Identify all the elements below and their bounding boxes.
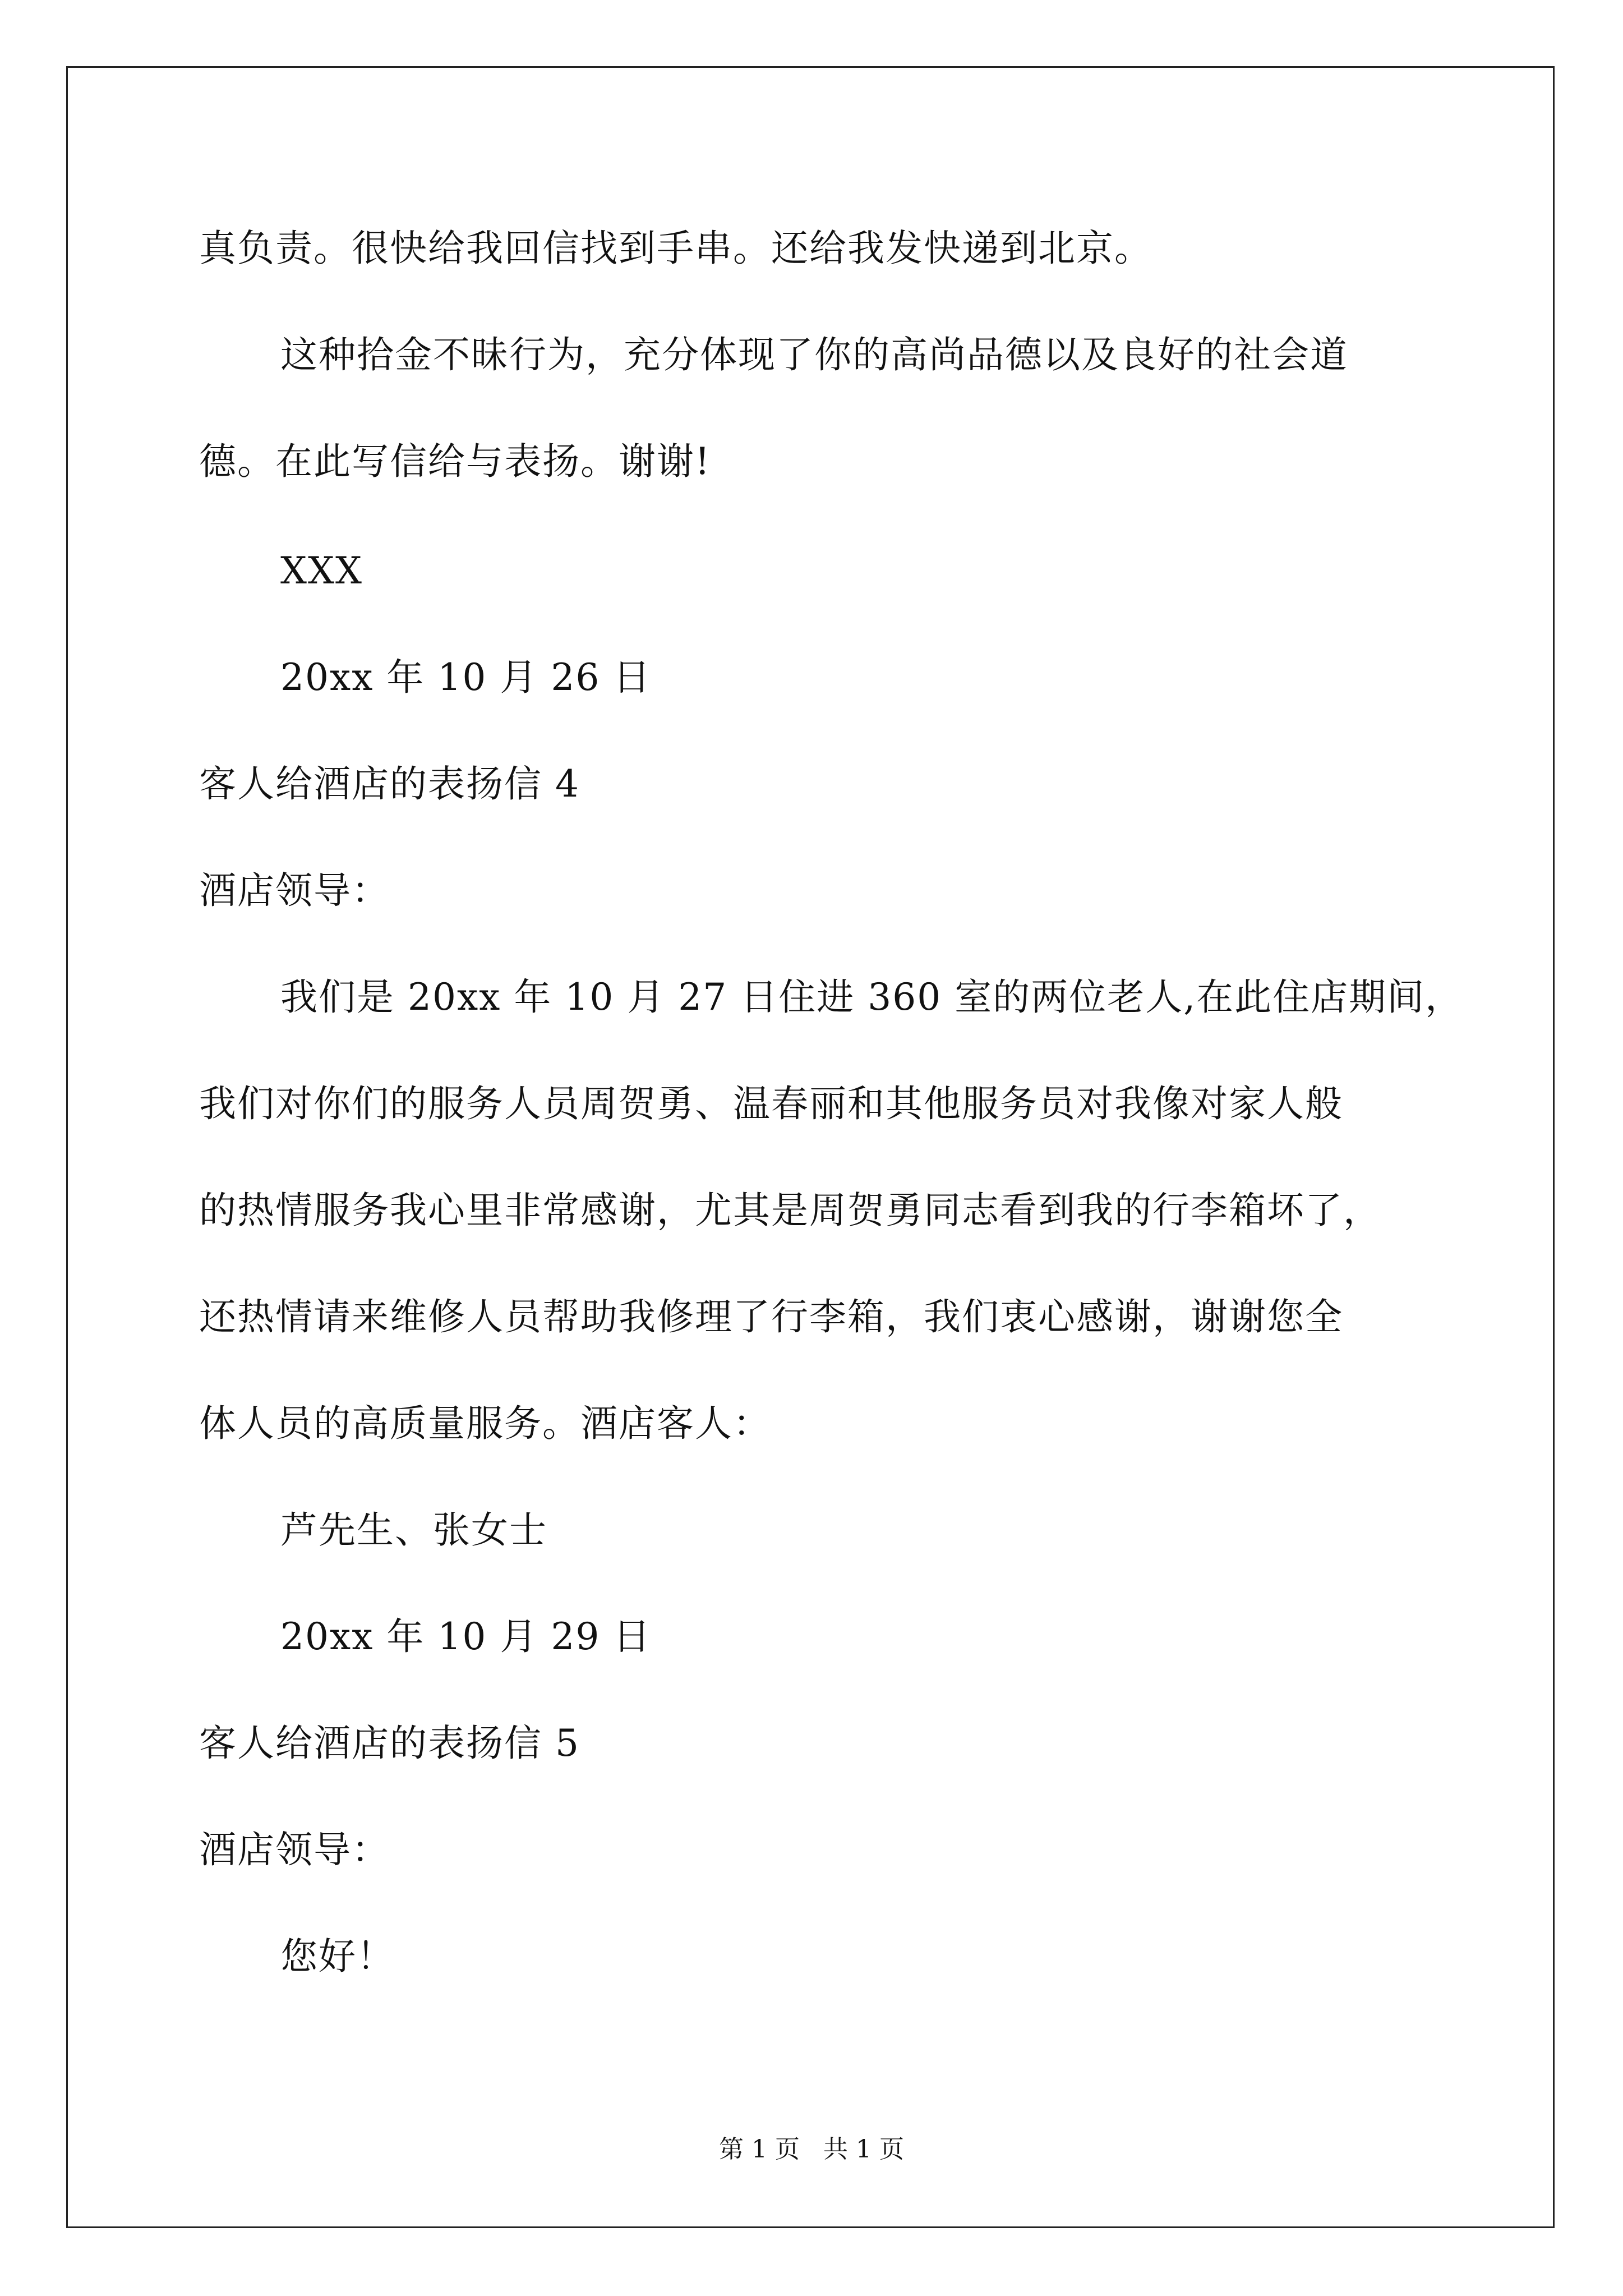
text-line-10: 的热情服务我心里非常感谢，尤其是周贺勇同志看到我的行李箱坏了， (199, 1189, 1381, 1232)
text-line-8: 我们是 20xx 年 10 月 27 日住进 360 室的两位老人,在此住店期间， (280, 976, 1464, 1019)
signature-xxx: XXX (280, 549, 363, 592)
text-line-9: 我们对你们的服务人员周贺勇、温春丽和其他服务员对我像对家人般 (199, 1082, 1343, 1125)
text-line-11: 还热情请来维修人员帮助我修理了行李箱，我们衷心感谢，谢谢您全 (199, 1295, 1343, 1338)
salutation-4: 酒店领导： (199, 869, 390, 912)
page-footer: 第 1 页 共 1 页 (719, 2135, 904, 2164)
text-line-3: 德。在此写信给与表扬。谢谢! (199, 440, 711, 483)
letter-heading-5: 客人给酒店的表扬信 5 (199, 1722, 580, 1765)
page-border (66, 66, 1555, 2228)
greeting: 您好！ (280, 1935, 395, 1978)
signature-names: 芦先生、张女士 (280, 1508, 547, 1552)
text-line-12: 体人员的高质量服务。酒店客人： (199, 1402, 771, 1445)
salutation-5: 酒店领导： (199, 1828, 390, 1871)
date-line-2: 20xx 年 10 月 29 日 (280, 1615, 652, 1658)
text-line-1: 真负责。很快给我回信找到手串。还给我发快递到北京。 (199, 227, 1152, 270)
date-line-1: 20xx 年 10 月 26 日 (280, 656, 652, 699)
letter-heading-4: 客人给酒店的表扬信 4 (199, 762, 580, 806)
text-line-2: 这种拾金不昧行为，充分体现了你的高尚品德以及良好的社会道 (280, 333, 1348, 376)
